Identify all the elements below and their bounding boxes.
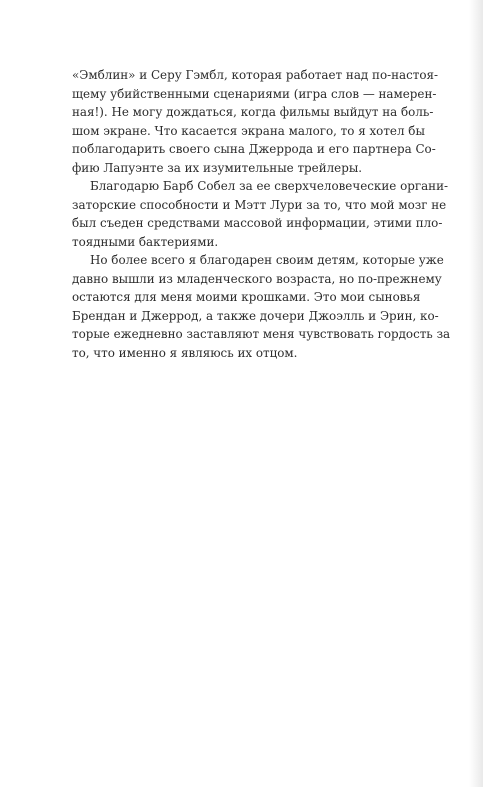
text-line: тоядными бактериями. [72, 234, 219, 249]
text-line: остаются для меня моими крошками. Это мои сыновья [72, 290, 421, 304]
text-line: Но более всего я благодарен своим детям, которые уже [90, 253, 444, 267]
text-line: был съеден средствами массовой информации, этими пло- [72, 216, 443, 230]
text-line: давно вышли из младенческого возраста, но по-прежнему [72, 271, 442, 286]
text-line: заторские способности и Мэтт Лури за то, что мой мозг не [72, 197, 447, 212]
paragraph [72, 66, 439, 177]
text-line: Благодарю Барб Собел за ее сверхчеловеческие органи- [90, 179, 449, 193]
text-line: щему убийственными сценариями (игра слов — намерен- [72, 86, 437, 101]
text-line: ная!). Не могу дождаться, когда фильмы выйдут на боль- [72, 105, 434, 119]
text-line: фию Лапуэнте за их изумительные трейлеры. [72, 160, 363, 175]
page-edge-shadow [469, 0, 483, 787]
text-line: поблагодарить своего сына Джеррода и его партнера Со- [72, 142, 436, 156]
text-line: торые ежедневно заставляют меня чувствовать гордость за [72, 327, 451, 341]
paragraph [72, 177, 449, 251]
text-line: «Эмблин» и Серу Гэмбл, которая работает над по-настоя- [72, 68, 439, 82]
text-line: то, что именно я являюсь их отцом. [72, 345, 298, 360]
text-line: Брендан и Джеррод, а также дочери Джоэлль и Эрин, ко- [72, 308, 439, 323]
text-line: шом экране. Что касается экрана малого, то я хотел бы [72, 123, 425, 138]
body-text [72, 66, 451, 362]
paragraph [72, 251, 451, 362]
